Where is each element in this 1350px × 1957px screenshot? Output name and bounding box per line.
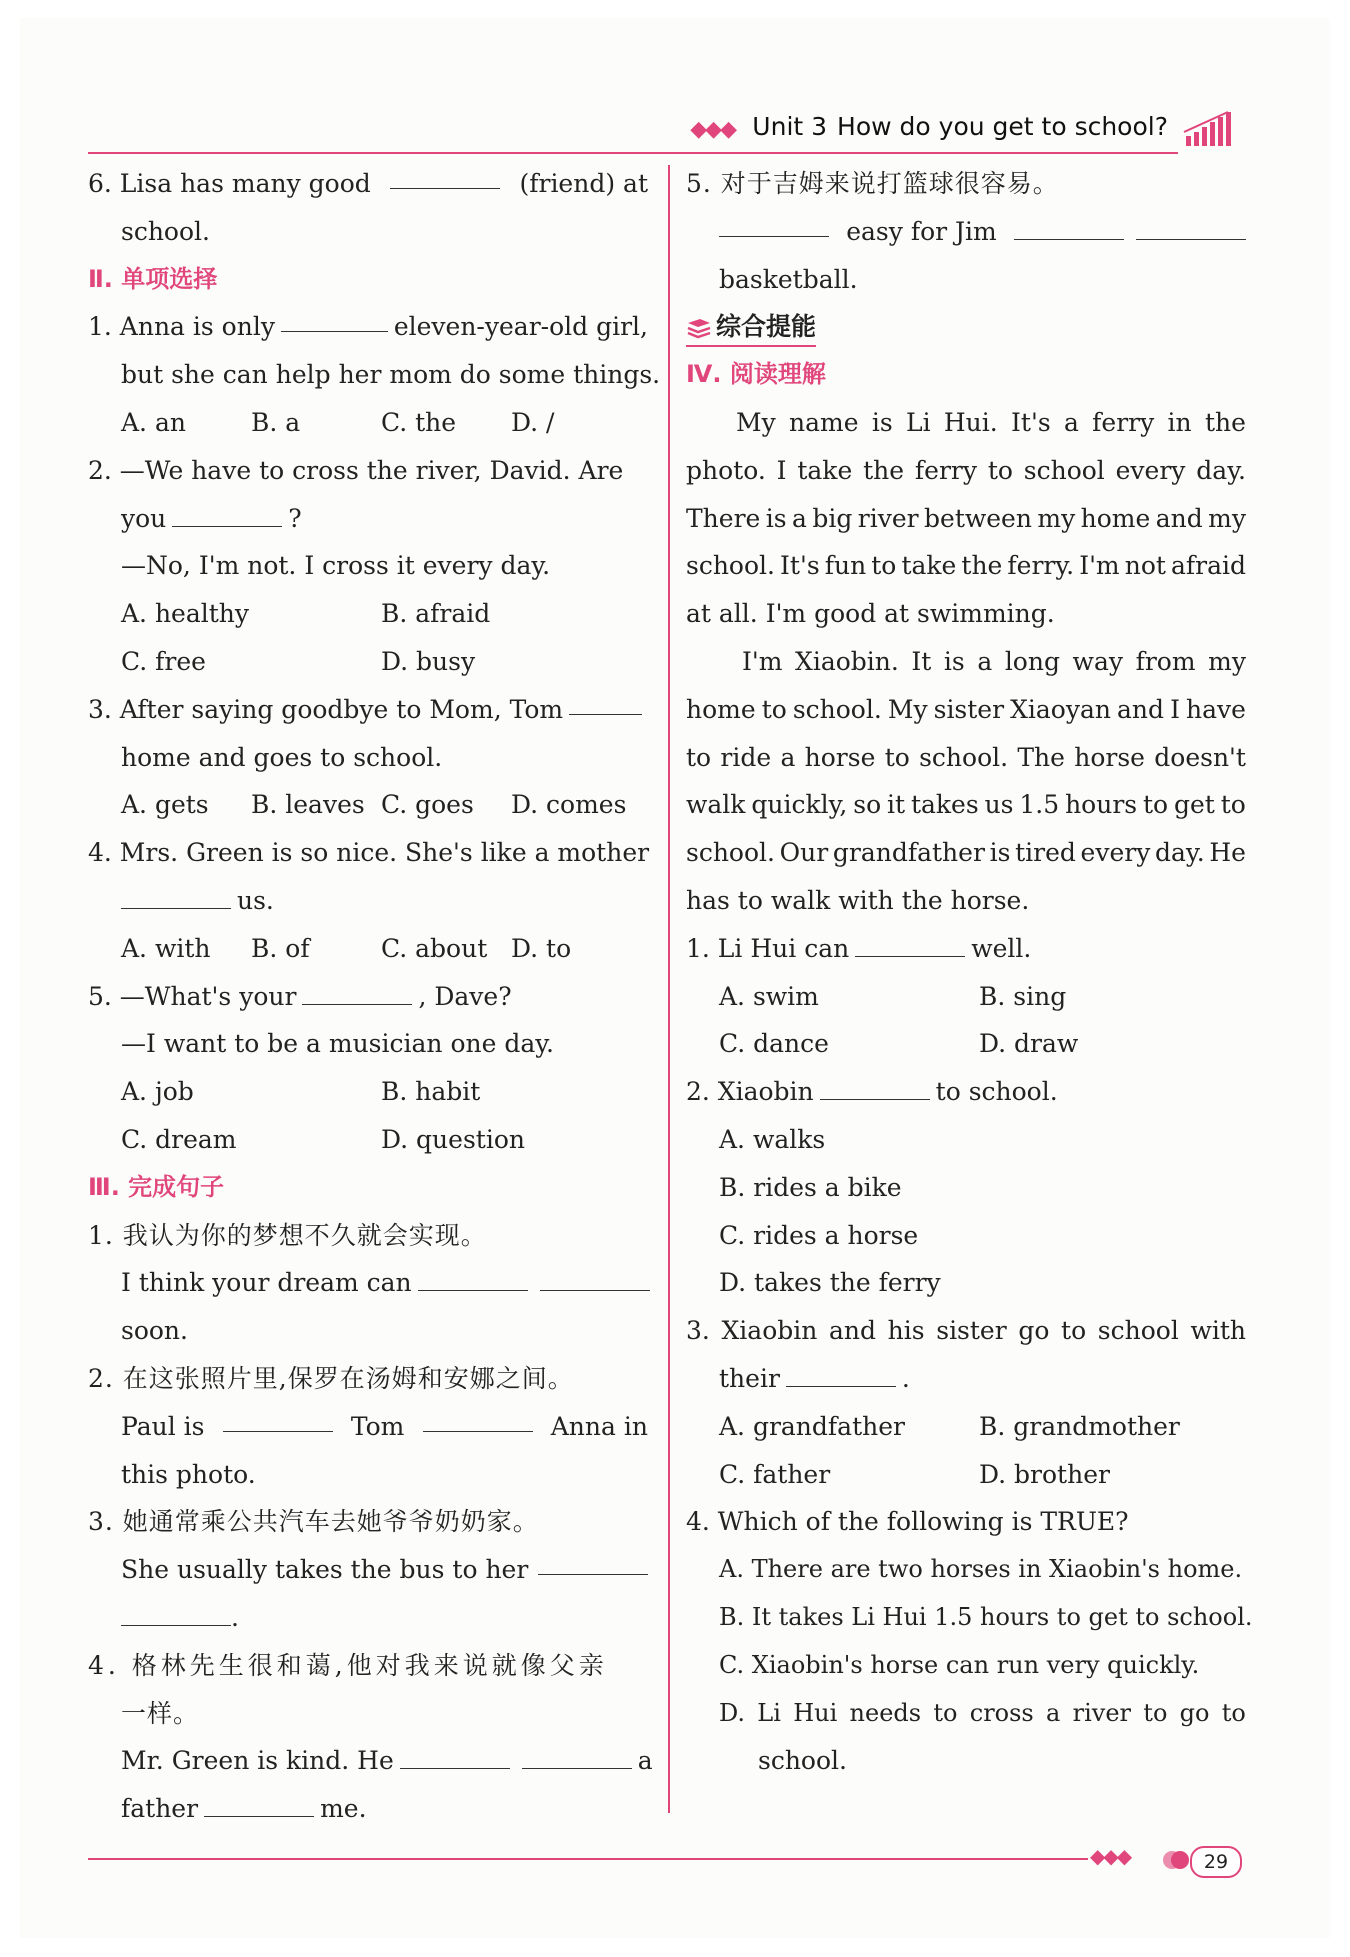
mc4-options [88, 925, 648, 973]
page-number: 29 [1190, 1846, 1242, 1878]
option[interactable]: B. grandmother [979, 1411, 1180, 1441]
mc3-text: 3. After saying goodbye to Mom, Tom [88, 694, 564, 724]
answer-blank[interactable] [121, 880, 231, 909]
mc-question-5 [88, 973, 648, 1021]
cs1-line2: soon. [121, 1316, 188, 1346]
cs1-chinese: 1. 我认为你的梦想不久就会实现。 [88, 1220, 487, 1250]
option[interactable]: D. brother [979, 1459, 1110, 1489]
option[interactable]: A. with [121, 933, 211, 963]
mc-question-3 [88, 686, 648, 734]
cs3-english [88, 1546, 648, 1594]
option[interactable]: B. rides a bike [719, 1172, 902, 1202]
option[interactable]: D. comes [511, 790, 627, 820]
footer-rule [88, 1858, 1088, 1860]
option[interactable]: A. walks [719, 1124, 826, 1154]
cs2-chinese: 2. 在这张照片里,保罗在汤姆和安娜之间。 [88, 1363, 574, 1393]
reading-question-1 [686, 925, 1246, 973]
mc5-text-b: , Dave? [418, 981, 512, 1011]
passage-line: to ride a horse to school. The horse doesn't [686, 742, 1246, 772]
cs3-line2 [88, 1594, 648, 1642]
unit-subtitle: How do you get to school? [837, 112, 1168, 141]
books-icon [686, 315, 712, 341]
passage-line: home to school. My sister Xiaoyan and I have [686, 694, 1246, 724]
option[interactable]: A. an [121, 407, 186, 437]
page-header [88, 108, 1240, 154]
answer-blank[interactable] [423, 1403, 533, 1432]
cs4-chinese: 4. 格林先生很和蔼,他对我来说就像父亲 [88, 1650, 608, 1680]
rq2-text-b: to school. [935, 1077, 1058, 1107]
option[interactable]: C. rides a horse [719, 1220, 919, 1250]
rq3-text-b: . [901, 1363, 910, 1393]
q6-text-b: (friend) at [519, 169, 648, 198]
mc2-line2 [88, 495, 648, 543]
comprehensive-label: 综合提能 [716, 312, 817, 342]
mc-question-2: 2. —We have to cross the river, David. Are [88, 455, 624, 485]
passage-line: walk quickly, so it takes us 1.5 hours to get to [686, 790, 1246, 820]
cs5-english [686, 208, 1246, 256]
answer-blank[interactable] [400, 1740, 510, 1769]
rq3-line2 [686, 1355, 1246, 1403]
section-2-heading: Ⅱ. 单项选择 [88, 264, 218, 293]
rq1-text-b: well. [971, 933, 1032, 963]
mc1-text: 1. Anna is only [88, 312, 275, 342]
section-4-heading: Ⅳ. 阅读理解 [686, 360, 826, 389]
cs5-chinese: 5. 对于吉姆来说打篮球很容易。 [686, 169, 1059, 198]
mc2-text-b: ? [288, 503, 302, 533]
answer-blank[interactable] [540, 1262, 650, 1291]
column-divider [668, 165, 670, 1813]
option[interactable]: D. takes the ferry [719, 1268, 941, 1298]
cs3-period: . [231, 1602, 239, 1632]
answer-blank[interactable] [204, 1788, 314, 1817]
reading-question-2 [686, 1068, 1246, 1116]
option[interactable]: C. free [121, 646, 206, 676]
rq3-options-row1 [686, 1403, 1246, 1451]
option[interactable]: A. grandfather [719, 1411, 905, 1441]
mc2-options-row2 [88, 638, 648, 686]
answer-blank[interactable] [121, 1597, 231, 1626]
option[interactable]: B. of [251, 933, 310, 963]
mc2-options-row1 [88, 590, 648, 638]
section-3-heading: Ⅲ. 完成句子 [88, 1172, 225, 1201]
option[interactable]: A. job [121, 1077, 194, 1107]
cs2-text-b: Tom [350, 1411, 405, 1441]
cs4-text-d: me. [320, 1794, 367, 1824]
option[interactable]: D. Li Hui needs to cross a river to go to [719, 1698, 1246, 1727]
passage-line: has to walk with the horse. [686, 885, 1030, 915]
answer-blank[interactable] [522, 1740, 632, 1769]
option[interactable]: D. to [511, 933, 572, 963]
option[interactable]: C. goes [381, 790, 474, 820]
option[interactable]: C. Xiaobin's horse can run very quickly. [719, 1650, 1200, 1679]
header-rule [88, 152, 1178, 154]
rq2-text: 2. Xiaobin [686, 1077, 814, 1107]
circles-icon [1162, 1846, 1190, 1874]
option[interactable]: C. the [381, 407, 457, 437]
cs5-line2: basketball. [719, 264, 858, 294]
cs4-text: Mr. Green is kind. He [121, 1746, 394, 1776]
rq3-text: their [719, 1363, 780, 1393]
option[interactable]: A. gets [121, 790, 209, 820]
cs3-chinese: 3. 她通常乘公共汽车去她爷爷奶奶家。 [88, 1507, 539, 1537]
mc5-options-row1 [88, 1068, 648, 1116]
mc1-options [88, 399, 648, 447]
cs2-english [88, 1403, 648, 1451]
answer-blank[interactable] [1014, 211, 1124, 240]
left-column [88, 160, 661, 1833]
cs2-line2: this photo. [121, 1459, 256, 1489]
cs4-chinese-2: 一样。 [121, 1698, 200, 1728]
comprehensive-heading [686, 303, 1246, 351]
answer-blank[interactable] [855, 928, 965, 957]
diamond-icons: ◆◆◆ [690, 117, 735, 142]
bars-icon [1182, 108, 1238, 148]
mc5-line2: —I want to be a musician one day. [121, 1029, 554, 1059]
right-column [686, 160, 1253, 1785]
mc3-line2: home and goes to school. [121, 742, 443, 772]
option[interactable]: A. There are two horses in Xiaobin's home. [719, 1555, 1243, 1584]
option[interactable]: D. draw [979, 1029, 1079, 1059]
option[interactable]: D. / [511, 407, 555, 437]
answer-blank[interactable] [786, 1358, 896, 1387]
option[interactable]: C. dance [719, 1029, 829, 1059]
passage-line: school. It's fun to take the ferry. I'm not afraid [686, 551, 1246, 581]
answer-blank[interactable] [390, 160, 500, 189]
reading-question-3: 3. Xiaobin and his sister go to school with [686, 1316, 1246, 1346]
reading-question-4: 4. Which of the following is TRUE? [686, 1507, 1129, 1537]
answer-blank[interactable] [1136, 211, 1246, 240]
answer-blank[interactable] [172, 498, 282, 527]
q6-text: 6. Lisa has many good [88, 169, 371, 198]
passage-line: at all. I'm good at swimming. [686, 599, 1055, 629]
mc1-text-b: eleven-year-old girl, [393, 312, 648, 342]
cs4-english [88, 1737, 653, 1785]
option[interactable]: B. leaves [251, 790, 365, 820]
cs4-text-b: a [637, 1746, 653, 1776]
option[interactable]: B. habit [381, 1077, 481, 1107]
rq3-options-row2 [686, 1451, 1246, 1499]
rq4-option-d-continued: school. [758, 1746, 847, 1776]
passage-line: photo. I take the ferry to school every day. [686, 455, 1246, 485]
comprehensive-title [686, 309, 816, 347]
question-6 [88, 160, 648, 208]
footer-diamond-icons: ◆◆◆ [1090, 1844, 1131, 1868]
mc5-options-row2 [88, 1116, 648, 1164]
option[interactable]: B. afraid [381, 599, 491, 629]
answer-blank[interactable] [223, 1403, 333, 1432]
cs5-text: easy for Jim [846, 216, 997, 246]
mc1-line2: but she can help her mom do some things. [121, 360, 661, 390]
answer-blank[interactable] [820, 1071, 930, 1100]
cs1-english [88, 1259, 648, 1307]
mc2-line3: —No, I'm not. I cross it every day. [121, 551, 551, 581]
mc2-text: you [121, 503, 167, 533]
cs3-text: She usually takes the bus to her [121, 1555, 529, 1585]
option[interactable]: B. It takes Li Hui 1.5 hours to get to school. [719, 1602, 1253, 1631]
unit-title [752, 112, 1168, 141]
rq1-text: 1. Li Hui can [686, 933, 850, 963]
rq1-options-row2 [686, 1020, 1246, 1068]
answer-blank[interactable] [302, 976, 412, 1005]
answer-blank[interactable] [538, 1546, 648, 1575]
option[interactable]: B. sing [979, 981, 1067, 1011]
passage-line: There is a big river between my home and my [686, 503, 1246, 533]
passage-line: school. Our grandfather is tired every day. He [686, 838, 1246, 868]
answer-blank[interactable] [719, 208, 829, 237]
option[interactable]: A. healthy [121, 599, 250, 629]
answer-blank[interactable] [418, 1262, 528, 1291]
mc-question-4: 4. Mrs. Green is so nice. She's like a mother [88, 838, 650, 868]
option[interactable]: C. dream [121, 1124, 237, 1154]
cs2-text: Paul is [121, 1411, 205, 1441]
cs2-text-c: Anna in [550, 1411, 648, 1441]
mc4-text-b: us. [237, 885, 274, 915]
q6-continued: school. [121, 216, 210, 246]
mc-question-1 [88, 303, 648, 351]
option[interactable]: C. about [381, 933, 488, 963]
option[interactable]: D. busy [381, 646, 476, 676]
cs1-text: I think your dream can [121, 1268, 412, 1298]
passage-line: I'm Xiaobin. It is a long way from my [742, 646, 1246, 676]
cs4-line2 [88, 1785, 648, 1833]
passage-line: My name is Li Hui. It's a ferry in the [736, 407, 1246, 437]
mc5-text: 5. —What's your [88, 981, 297, 1011]
mc4-line2 [88, 877, 648, 925]
answer-blank[interactable] [569, 686, 642, 715]
option[interactable]: D. question [381, 1124, 525, 1154]
option[interactable]: B. a [251, 407, 301, 437]
unit-label: Unit 3 [752, 112, 828, 141]
option[interactable]: A. swim [719, 981, 819, 1011]
mc3-options [88, 781, 648, 829]
cs4-text-c: father [121, 1794, 199, 1824]
rq1-options-row1 [686, 973, 1246, 1021]
answer-blank[interactable] [281, 303, 388, 332]
option[interactable]: C. father [719, 1459, 831, 1489]
